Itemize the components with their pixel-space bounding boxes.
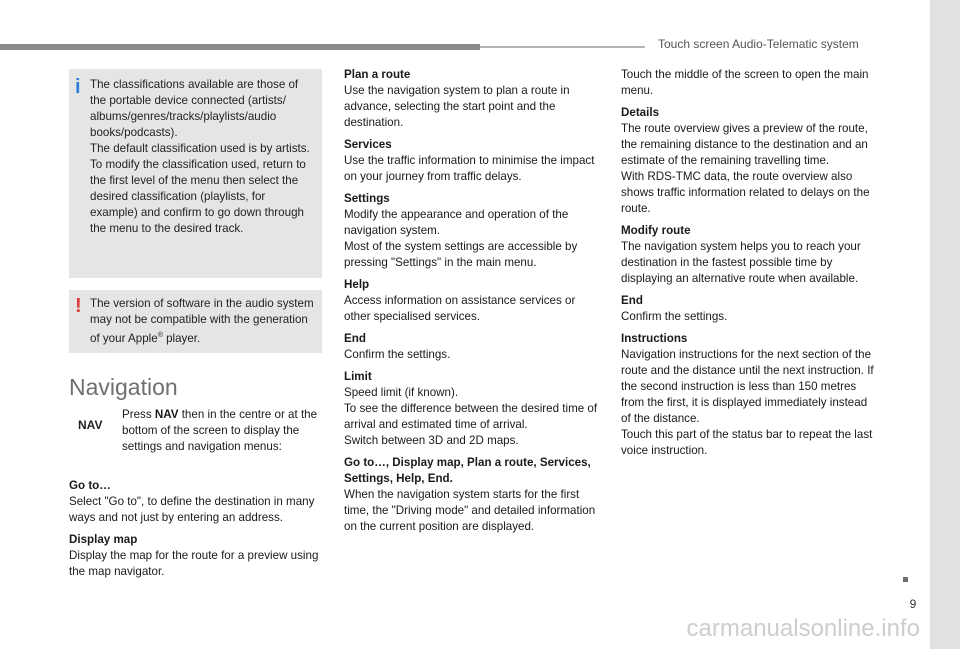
definition-term: Display map <box>69 533 138 546</box>
definition-item <box>344 455 599 535</box>
definition-item <box>344 191 599 271</box>
definition-text: Display the map for the route for a preview using the map navigator. <box>69 549 319 578</box>
nav-instruction-post: then in the centre or at the bottom of the screen to display the settings and navigation menus: <box>122 408 318 453</box>
definition-text: When the navigation system starts for the first time, the "Driving mode" and detailed information on the current position are displayed. <box>344 488 596 533</box>
definition-text: Switch between 3D and 2D maps. <box>344 434 519 447</box>
definition-term: Settings <box>344 192 390 205</box>
definition-text: Most of the system settings are accessible by pressing "Settings" in the main menu. <box>344 240 578 269</box>
page-number: 9 <box>909 597 917 611</box>
definition-item <box>344 369 599 449</box>
definition-item <box>621 331 876 459</box>
definition-term: Instructions <box>621 332 688 345</box>
info-note-text-1: The classifications available are those of the portable device connected (artists/ albums/genres/tracks/playlists/audio books/podcasts). <box>90 78 299 139</box>
nav-key-label: NAV <box>78 418 103 432</box>
end-of-section-mark <box>903 577 908 582</box>
definition-term: Details <box>621 106 660 119</box>
warning-note <box>69 290 322 353</box>
definition-text: The route overview gives a preview of the route, the remaining distance to the destination and an estimate of the remaining travelling time. <box>621 122 868 167</box>
definition-text: Modify the appearance and operation of the navigation system. <box>344 208 569 237</box>
definition-term: Help <box>344 278 370 291</box>
definition-item <box>621 223 876 287</box>
definition-item <box>69 478 327 526</box>
nav-instruction <box>122 407 322 455</box>
definition-text: Confirm the settings. <box>344 348 451 361</box>
header-rule-thin <box>480 46 645 48</box>
definition-item <box>621 293 876 325</box>
info-note <box>69 69 322 278</box>
definition-term: Modify route <box>621 224 691 237</box>
definition-text: The navigation system helps you to reach your destination in the fastest possible time by displaying an alternative route when available. <box>621 240 861 285</box>
definition-term: Services <box>344 138 392 151</box>
nav-instruction-pre: Press <box>122 408 155 421</box>
definition-text: With RDS-TMC data, the route overview also shows traffic information related to delays on the route. <box>621 170 870 215</box>
info-note-text-2: The default classification used is by artists. To modify the classification used, return to the first level of the menu then select the desired classification (playlists, for example) and confirm to go down through the menu to the desired track. <box>90 142 310 235</box>
definition-text: Use the traffic information to minimise the impact on your journey from traffic delays. <box>344 154 595 183</box>
definition-item <box>69 532 327 580</box>
definition-term: Go to… <box>69 479 111 492</box>
registered-mark: ® <box>157 332 163 339</box>
definition-text: Touch this part of the status bar to repeat the last voice instruction. <box>621 428 873 457</box>
definition-item <box>344 331 599 363</box>
definition-text: Speed limit (if known). <box>344 386 459 399</box>
definition-item <box>344 277 599 325</box>
definition-text: Confirm the settings. <box>621 310 728 323</box>
definition-term: End <box>344 332 366 345</box>
column-middle <box>344 67 599 541</box>
running-head: Touch screen Audio-Telematic system <box>658 37 859 51</box>
warning-note-text <box>90 296 314 347</box>
definition-text: Navigation instructions for the next section of the route and the distance until the next instruction. If the second instruction is less than 150 metres from the first, it is displayed immediately instead of the distance. <box>621 348 874 425</box>
info-icon: i <box>75 76 81 98</box>
section-heading: Navigation <box>69 374 178 400</box>
column-right <box>621 67 876 465</box>
page-edge-strip <box>930 0 960 649</box>
definition-term: Limit <box>344 370 372 383</box>
definition-term: Go to…, Display map, Plan a route, Services, Settings, Help, End. <box>344 456 591 485</box>
intro-text: Touch the middle of the screen to open the main menu. <box>621 68 869 97</box>
warning-text-end: player. <box>162 331 201 345</box>
definition-term: End <box>621 294 643 307</box>
definition-item <box>344 137 599 185</box>
definition-text: Select "Go to", to define the destination in many ways and not just by entering an address. <box>69 495 315 524</box>
definition-item <box>621 105 876 217</box>
definition-text: Use the navigation system to plan a route in advance, selecting the start point and the destination. <box>344 84 570 129</box>
definition-term: Plan a route <box>344 68 411 81</box>
warning-icon: ! <box>75 295 82 317</box>
header-rule <box>0 44 480 50</box>
nav-instruction-key: NAV <box>154 408 179 421</box>
definition-item <box>344 67 599 131</box>
definition-text: Access information on assistance services or other specialised services. <box>344 294 576 323</box>
warning-text-main: The version of software in the audio system may not be compatible with the generation of your Apple <box>90 297 314 345</box>
definition-text: To see the difference between the desired time of arrival and estimated time of arrival. <box>344 402 598 431</box>
column-left <box>69 478 327 586</box>
watermark: carmanualsonline.info <box>686 615 920 642</box>
